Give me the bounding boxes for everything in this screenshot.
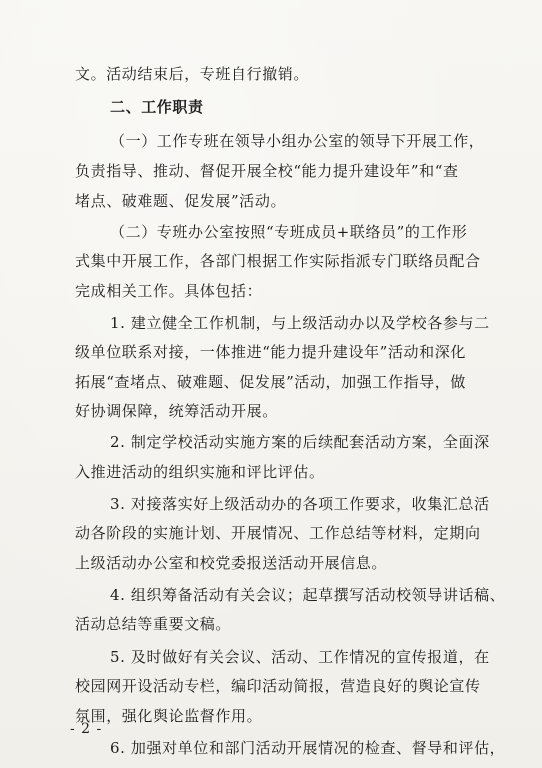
section-heading: 二、工作职责 [110, 98, 204, 116]
paragraph-line: 式集中开展工作，各部门根据工作实际指派专门联络员配合 [75, 252, 481, 270]
list-item-line: 好协调保障，统筹活动开展。 [75, 402, 278, 420]
list-item-line: 上级活动办公室和校党委报送活动开展信息。 [75, 554, 388, 572]
list-item-line: 3. 对接落实好上级活动办的各项工作要求，收集汇总活 [110, 495, 490, 513]
paragraph-line: （一）工作专班在领导小组办公室的领导下开展工作， [110, 132, 485, 150]
list-item-line: 入推进活动的组织实施和评比评估。 [75, 463, 325, 481]
list-item-line: 5. 及时做好有关会议、活动、工作情况的宣传报道，在 [110, 648, 490, 666]
page-number: - 2 - [70, 721, 103, 737]
list-item-line: 级单位联系对接，一体推进“能力提升建设年”活动和深化 [75, 343, 466, 361]
list-item-line: 1. 建立健全工作机制，与上级活动办以及学校各参与二 [110, 314, 490, 332]
paragraph-line: 完成相关工作。具体包括： [75, 282, 263, 300]
list-item-line: 氛围，强化舆论监督作用。 [75, 707, 263, 725]
paragraph-line: 负责指导、推动、督促开展全校“能力提升建设年”和“查 [75, 162, 459, 180]
list-item-line: 校园网开设活动专栏，编印活动简报，营造良好的舆论宣传 [75, 677, 481, 695]
paragraph-line: 堵点、破难题、促发展”活动。 [75, 192, 287, 210]
list-item-line: 动各阶段的实施计划、开展情况、工作总结等材料，定期向 [75, 524, 481, 542]
list-item-line: 2. 制定学校活动实施方案的后续配套活动方案，全面深 [110, 433, 490, 451]
paragraph-line: 文。活动结束后，专班自行撤销。 [75, 65, 310, 83]
list-item-line: 4. 组织筹备活动有关会议；起草撰写活动校领导讲话稿、 [110, 586, 506, 604]
paragraph-line: （二）专班办公室按照“专班成员+联络员”的工作形 [110, 223, 468, 241]
list-item-line: 活动总结等重要文稿。 [75, 615, 232, 633]
list-item-line: 拓展“查堵点、破难题、促发展”活动，加强工作指导，做 [75, 373, 466, 391]
list-item-line: 6. 加强对单位和部门活动开展情况的检查、督导和评估， [110, 739, 506, 757]
